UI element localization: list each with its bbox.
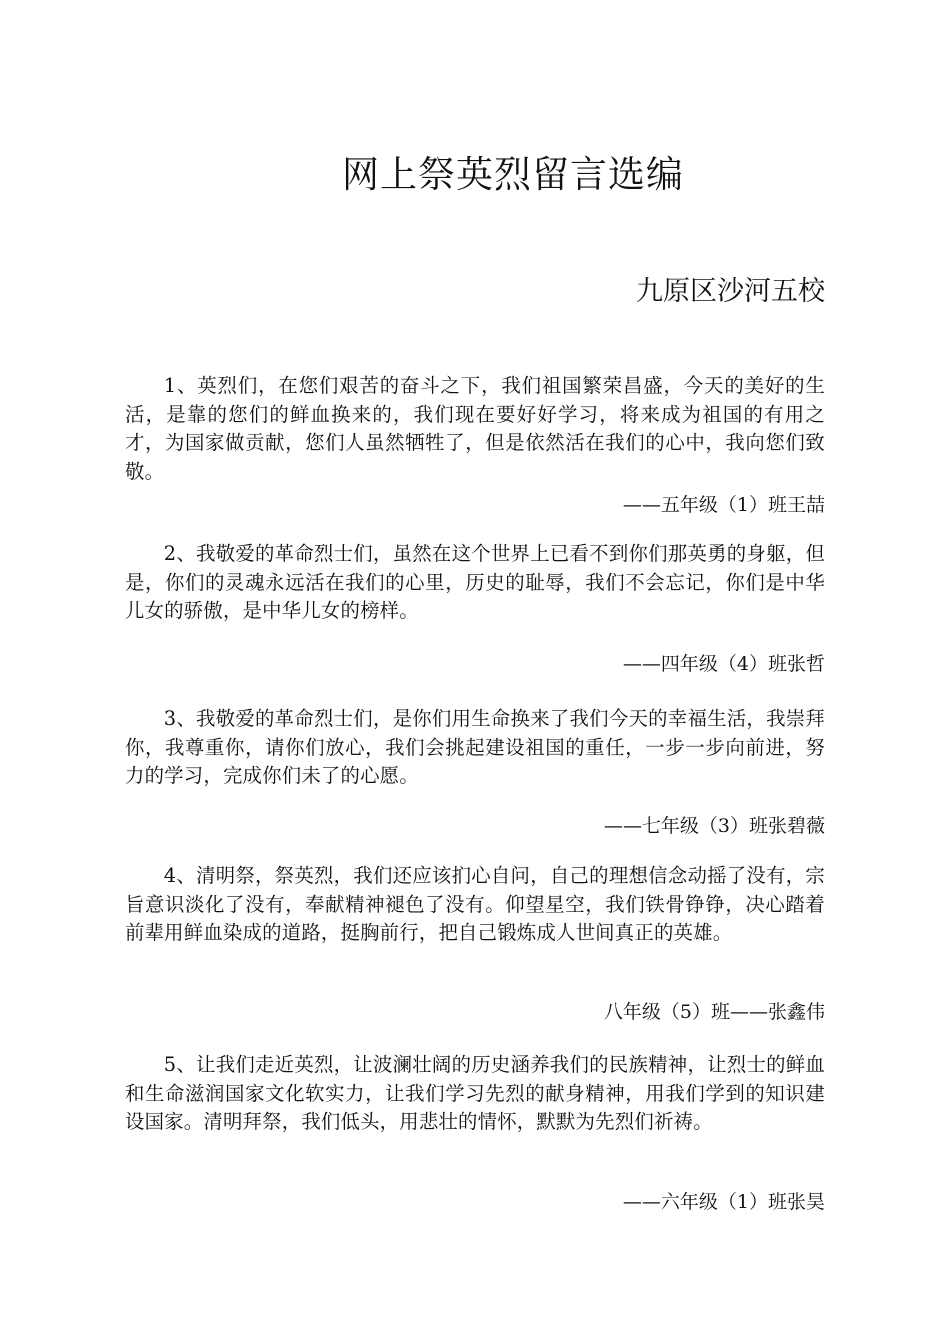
message-signature: ——七年级（3）班张碧薇 bbox=[603, 815, 825, 837]
message-entry bbox=[125, 705, 825, 837]
message-text: 3、我敬爱的革命烈士们，是你们用生命换来了我们今天的幸福生活，我崇拜你，我尊重你，请你们放心，我们会挑起建设祖国的重任，一步一步向前进，努力的学习，完成你们未了的心愿。 bbox=[125, 707, 825, 787]
message-entry bbox=[125, 540, 825, 675]
message-signature: 八年级（5）班——张鑫伟 bbox=[603, 1001, 825, 1023]
message-entry bbox=[125, 372, 825, 516]
message-text: 2、我敬爱的革命烈士们，虽然在这个世界上已看不到你们那英勇的身躯，但是，你们的灵魂永远活在我们的心里，历史的耻辱，我们不会忘记，你们是中华儿女的骄傲，是中华儿女的榜样。 bbox=[125, 542, 825, 622]
page-title: 网上祭英烈留言选编 bbox=[342, 153, 684, 196]
message-text: 4、清明祭，祭英烈，我们还应该扪心自问，自己的理想信念动摇了没有，宗旨意识淡化了没有，奉献精神褪色了没有。仰望星空，我们铁骨铮铮，决心踏着前辈用鲜血染成的道路，挺胸前行，把自己锻炼成人世间真正的英雄。 bbox=[125, 864, 825, 944]
message-entry bbox=[125, 1051, 825, 1213]
message-signature: ——六年级（1）班张昊 bbox=[622, 1191, 825, 1213]
message-text: 5、让我们走近英烈，让波澜壮阔的历史涵养我们的民族精神，让烈士的鲜血和生命滋润国家文化软实力，让我们学习先烈的献身精神，用我们学到的知识建设国家。清明拜祭，我们低头，用悲壮的情怀，默默为先烈们祈祷。 bbox=[125, 1053, 825, 1133]
message-signature: ——五年级（1）班王喆 bbox=[622, 494, 825, 516]
message-signature: ——四年级（4）班张哲 bbox=[622, 653, 825, 675]
message-text: 1、英烈们，在您们艰苦的奋斗之下，我们祖国繁荣昌盛，今天的美好的生活，是靠的您们的鲜血换来的，我们现在要好好学习，将来成为祖国的有用之才，为国家做贡献，您们人虽然牺牲了，但是依然活在我们的心中，我向您们致敬。 bbox=[125, 374, 825, 483]
school-name: 九原区沙河五校 bbox=[636, 276, 825, 307]
message-entry bbox=[125, 862, 825, 1023]
